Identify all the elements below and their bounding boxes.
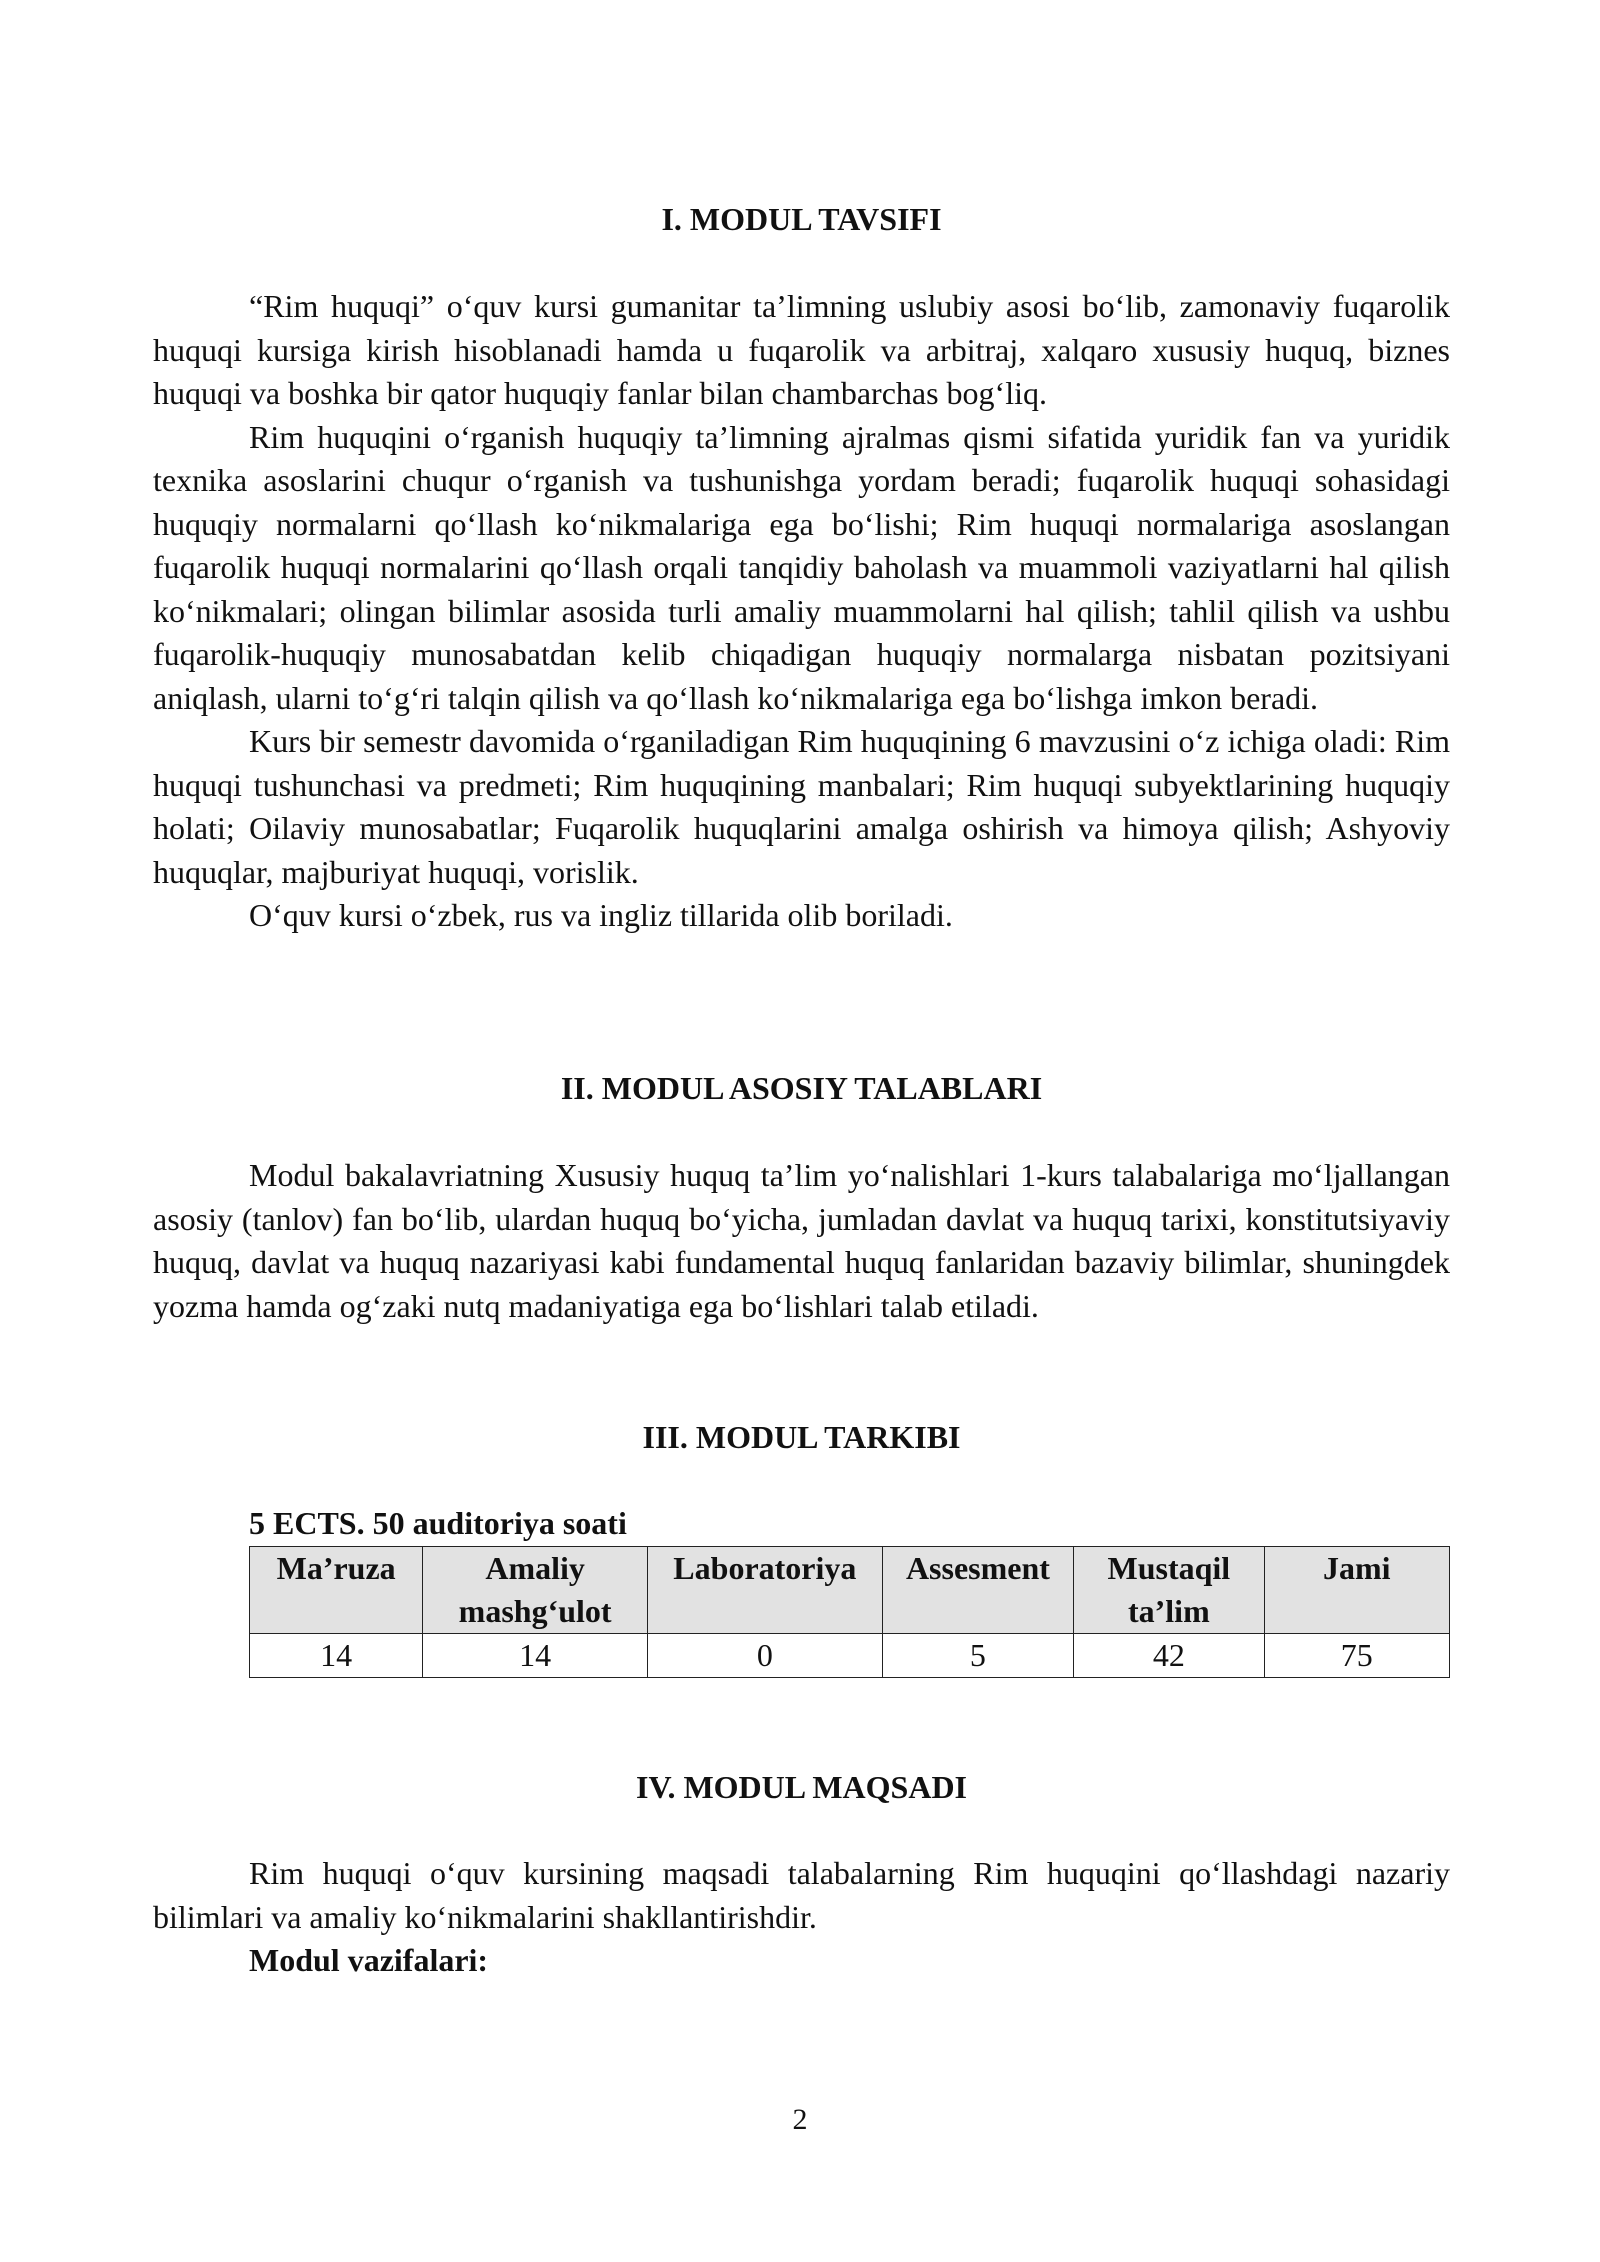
section1-paragraph: O‘quv kursi o‘zbek, rus va ingliz tillarida olib boriladi. <box>249 897 953 933</box>
table-header-cell: Mustaqil ta’lim <box>1074 1547 1264 1634</box>
section3-title: III. MODUL TARKIBI <box>642 1419 961 1455</box>
table-header-cell: Amaliy mashg‘ulot <box>423 1547 648 1634</box>
section1-body <box>153 285 1450 938</box>
section1-paragraph: Rim huquqini o‘rganish huquqiy ta’limning ajralmas qismi sifatida yuridik fan va yuridik texnika asoslarini chuqur o‘rganish va tushunishga yordam beradi; fuqarolik huquqi sohasidagi huquqiy normalarni qo‘llash ko‘nikmalariga ega bo‘lishi; Rim huquqi normalariga asoslangan fuqarolik huquqi normalarini qo‘llash orqali tanqidiy baholash va muammoli vaziyatlarni hal qilish ko‘nikmalari; olingan bilimlar asosida turli amaliy muammolarni hal qilish; tahlil qilish va ushbu fuqarolik-huquqiy munosabatdan kelib chiqadigan huquqiy normalarga nisbatan pozitsiyani aniqlash, ularni to‘g‘ri talqin qilish va qo‘llash ko‘nikmalariga ega bo‘lishga imkon beradi. <box>153 418 1450 716</box>
table-cell: 75 <box>1264 1634 1449 1678</box>
section2-body <box>153 1154 1450 1328</box>
table-caption: 5 ECTS. 50 auditoriya soati <box>249 1505 627 1541</box>
section2-title: II. MODUL ASOSIY TALABLARI <box>560 1070 1043 1106</box>
table-row <box>250 1634 1450 1678</box>
table-cell: 42 <box>1074 1634 1264 1678</box>
table-cell: 14 <box>250 1634 423 1678</box>
section4-paragraph: Rim huquqi o‘quv kursining maqsadi talabalarning Rim huquqini qo‘llashdagi nazariy bilimlari va amaliy ko‘nikmalarini shakllantirishdir. <box>153 1855 1450 1935</box>
table-cell: 14 <box>423 1634 648 1678</box>
table-header-cell: Laboratoriya <box>647 1547 882 1634</box>
module-structure-table <box>249 1546 1450 1678</box>
table-header-cell: Assesment <box>882 1547 1073 1634</box>
section1-paragraph: “Rim huquqi” o‘quv kursi gumanitar ta’limning uslubiy asosi bo‘lib, zamonaviy fuqarolik huquqi kursiga kirish hisoblanadi hamda u fuqarolik va arbitraj, xalqaro xususiy huquq, biznes huquqi va boshka bir qator huquqiy fanlar bilan chambarchas bog‘liq. <box>153 288 1450 411</box>
table-header-cell: Ma’ruza <box>250 1547 423 1634</box>
table-cell: 5 <box>882 1634 1073 1678</box>
page-number: 2 <box>792 2103 808 2136</box>
section4-title: IV. MODUL MAQSADI <box>636 1769 967 1805</box>
table-cell: 0 <box>647 1634 882 1678</box>
tasks-label: Modul vazifalari: <box>249 1942 489 1978</box>
section1-paragraph: Kurs bir semestr davomida o‘rganiladigan Rim huquqining 6 mavzusini o‘z ichiga oladi: Rim huquqi tushunchasi va predmeti; Rim huquqining manbalari; Rim huquqi subyektlarining huquqiy holati; Oilaviy munosabatlar; Fuqarolik huquqlarini amalga oshirish va himoya qilish; Ashyoviy huquqlar, majburiyat huquqi, vorislik. <box>153 723 1450 890</box>
table-header-cell: Jami <box>1264 1547 1449 1634</box>
table-header-row <box>250 1547 1450 1634</box>
section2-paragraph: Modul bakalavriatning Xususiy huquq ta’lim yo‘nalishlari 1-kurs talabalariga mo‘ljallangan asosiy (tanlov) fan bo‘lib, ulardan huquq bo‘yicha, jumladan davlat va huquq tarixi, konstitutsiyaviy huquq, davlat va huquq nazariyasi kabi fundamental huquq fanlaridan bazaviy bilimlar, shuningdek yozma hamda og‘zaki nutq madaniyatiga ega bo‘lishlari talab etiladi. <box>153 1157 1450 1324</box>
section1-title: I. MODUL TAVSIFI <box>661 201 942 237</box>
section4-body <box>153 1852 1450 1939</box>
